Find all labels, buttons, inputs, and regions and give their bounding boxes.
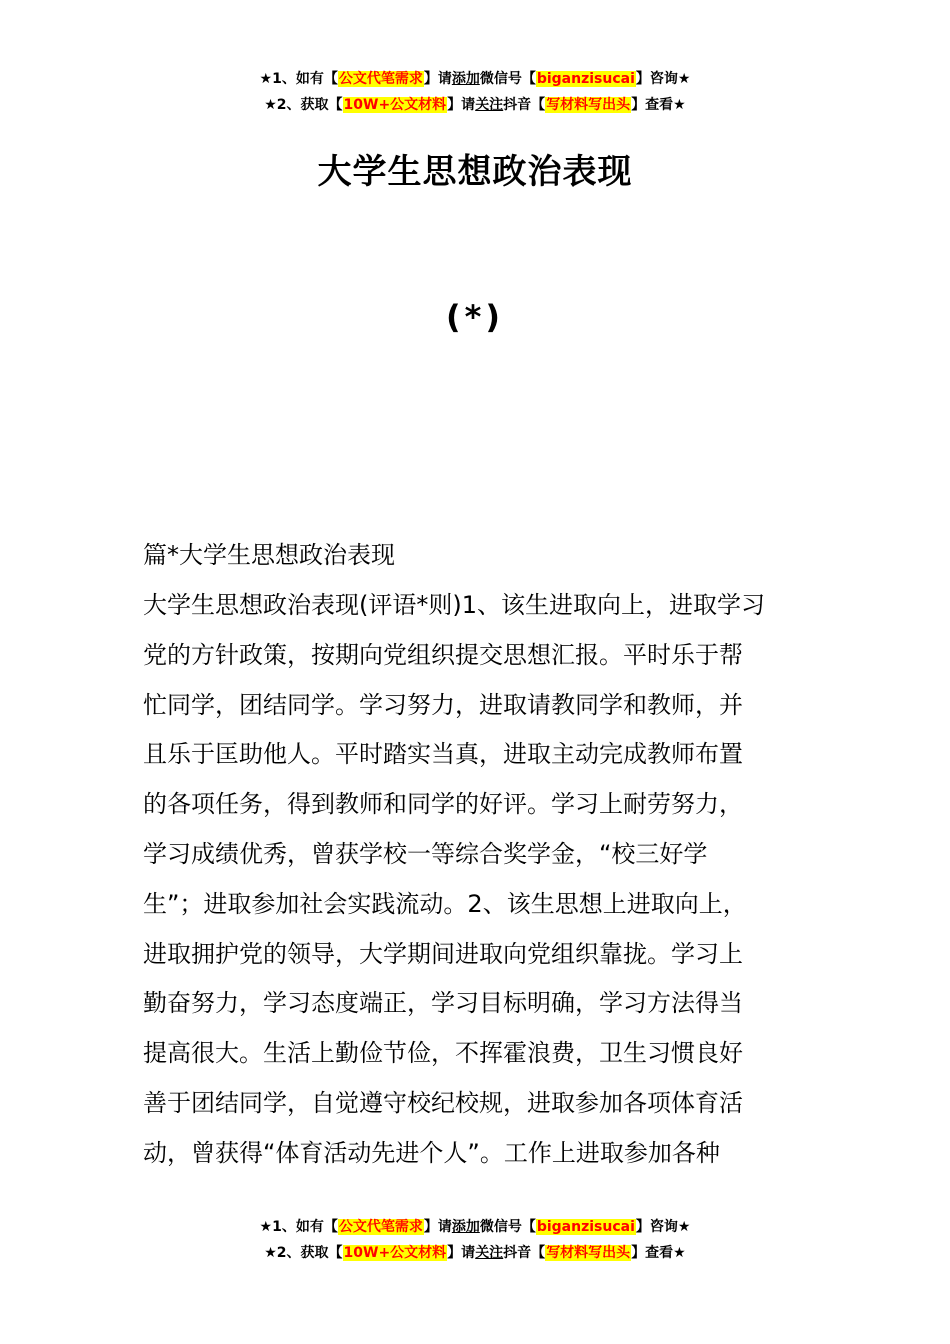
body-line: 勤奋努力，学习态度端正，学习目标明确，学习方法得当 xyxy=(143,989,743,1018)
banner-underlined-text: 关注 xyxy=(475,97,504,113)
banner-underlined-text: 添加 xyxy=(451,1219,480,1235)
banner-text: 】请 xyxy=(423,71,452,87)
document-body xyxy=(143,581,823,1179)
banner-highlight: 公文代笔需求 xyxy=(338,71,423,87)
banner-text: 抖音【 xyxy=(503,1245,546,1261)
banner-highlight: biganzisucai xyxy=(536,71,635,87)
banner-highlight: 10W+公文材料 xyxy=(343,1245,447,1261)
banner-text: ★1、如有【 xyxy=(259,1219,338,1235)
banner-line-1 xyxy=(0,1214,950,1240)
banner-text: ★1、如有【 xyxy=(259,71,338,87)
banner-text: 】咨询★ xyxy=(635,1219,691,1235)
body-line: 且乐于匡助他人。平时踏实当真，进取主动完成教师布置 xyxy=(143,740,743,769)
body-line: 的各项任务，得到教师和同学的好评。学习上耐劳努力， xyxy=(143,790,743,819)
banner-line-1 xyxy=(0,66,950,92)
body-line: 进取拥护党的领导，大学期间进取向党组织靠拢。学习上 xyxy=(143,939,743,968)
banner-text: 】咨询★ xyxy=(635,71,691,87)
banner-underlined-text: 关注 xyxy=(475,1245,504,1261)
banner-text: 】请 xyxy=(447,1245,476,1261)
banner-highlight: 写材料写出头 xyxy=(546,1245,631,1261)
banner-line-2 xyxy=(0,92,950,118)
banner-highlight: biganzisucai xyxy=(536,1219,635,1235)
body-line: 善于团结同学，自觉遵守校纪校规，进取参加各项体育活 xyxy=(143,1088,743,1117)
banner-text: 】查看★ xyxy=(631,97,686,113)
banner-text: 】查看★ xyxy=(631,1245,686,1261)
document-mark: (*) xyxy=(446,298,504,336)
banner-line-2 xyxy=(0,1240,950,1266)
document-title: 大学生思想政治表现 xyxy=(317,152,633,192)
banner-text: 微信号【 xyxy=(479,1219,536,1235)
top-banner xyxy=(0,66,950,118)
body-line: 大学生思想政治表现(评语*则)1、该生进取向上，进取学习 xyxy=(143,591,765,619)
body-line: 生”；进取参加社会实践流动。2、该生思想上进取向上， xyxy=(143,889,747,918)
banner-text: ★2、获取【 xyxy=(264,97,343,113)
body-line: 忙同学，团结同学。学习努力，进取请教同学和教师，并 xyxy=(143,690,743,719)
banner-text: 微信号【 xyxy=(479,71,536,87)
banner-text: 】请 xyxy=(447,97,476,113)
banner-highlight: 公文代笔需求 xyxy=(338,1219,423,1235)
banner-highlight: 10W+公文材料 xyxy=(343,97,447,113)
banner-text: 】请 xyxy=(423,1219,452,1235)
banner-underlined-text: 添加 xyxy=(451,71,480,87)
banner-highlight: 写材料写出头 xyxy=(546,97,631,113)
body-line: 提高很大。生活上勤俭节俭，不挥霍浪费，卫生习惯良好 xyxy=(143,1039,743,1068)
section-heading: 篇*大学生思想政治表现 xyxy=(143,541,395,569)
body-line: 党的方针政策，按期向党组织提交思想汇报。平时乐于帮 xyxy=(143,640,743,669)
banner-text: ★2、获取【 xyxy=(264,1245,343,1261)
body-line: 动，曾获得“体育活动先进个人”。工作上进取参加各种 xyxy=(143,1138,720,1167)
bottom-banner xyxy=(0,1214,950,1266)
body-line: 学习成绩优秀，曾获学校一等综合奖学金，“校三好学 xyxy=(143,839,708,868)
banner-text: 抖音【 xyxy=(503,97,546,113)
